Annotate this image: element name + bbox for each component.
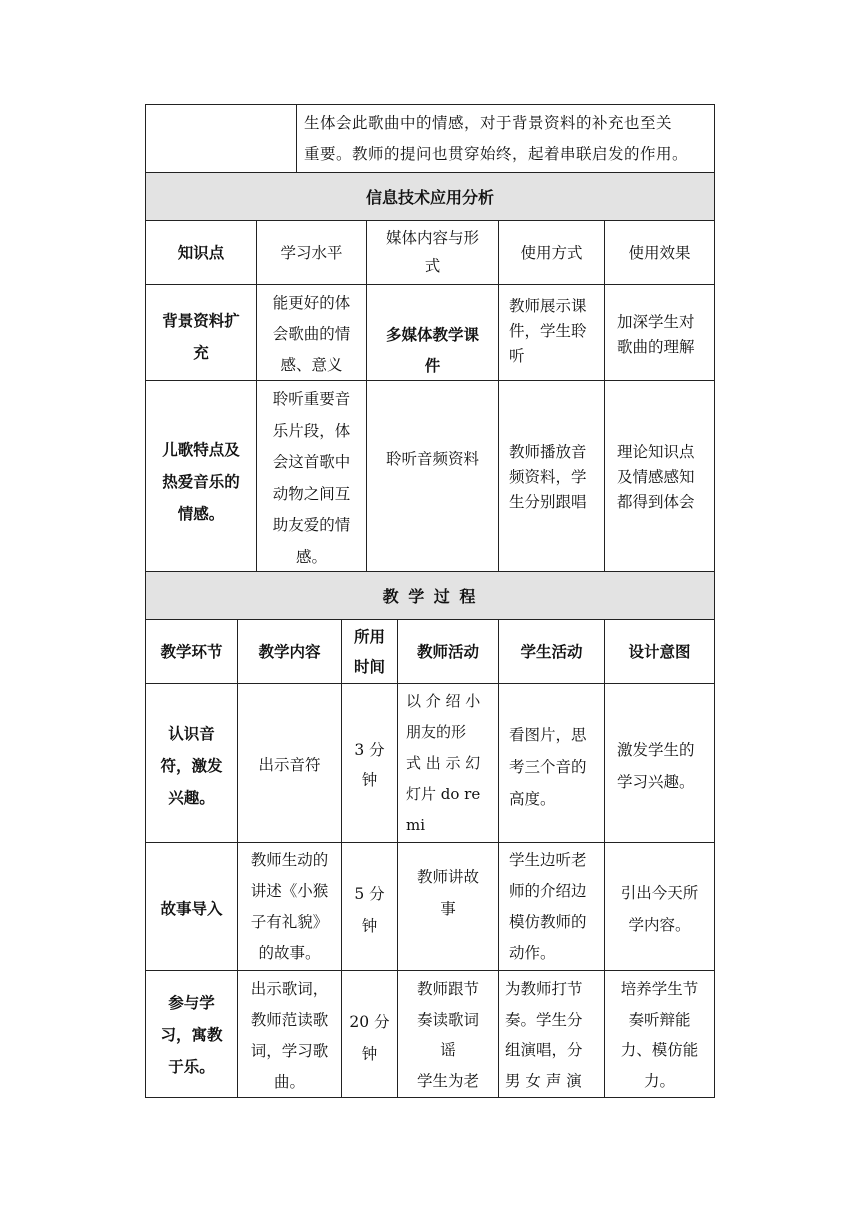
rule xyxy=(145,571,715,572)
process-header-student: 学生活动 xyxy=(520,643,583,661)
info-row1-usage: 教师展示课 件，学生聆 听 xyxy=(509,297,587,365)
info-tech-title: 信息技术应用分析 xyxy=(365,188,494,207)
process-header-content: 教学内容 xyxy=(258,643,321,661)
process-title: 教 学 过 程 xyxy=(382,587,478,606)
process-row2-teacher: 教师讲故 事 xyxy=(416,868,479,918)
process-row3-student: 为教师打节 奏。学生分 组演唱，分 男 女 声 演 xyxy=(505,980,583,1090)
rule xyxy=(296,104,297,172)
process-row2-content: 教师生动的 讲述《小猴 子有礼貌》 的故事。 xyxy=(250,851,329,962)
process-row3-time: 20 分 钟 xyxy=(349,1013,390,1063)
process-row1-intent: 激发学生的 学习兴趣。 xyxy=(617,741,695,791)
top-row-text: 生体会此歌曲中的情感，对于背景资料的补充也至关 重要。教师的提问也贯穿始终，起着串联启发的作用。 xyxy=(304,114,689,163)
rule xyxy=(145,842,715,843)
info-row1-level: 能更好的体 会歌曲的情 感、意义 xyxy=(272,294,351,374)
info-row1-knowledge: 背景资料扩 充 xyxy=(162,312,240,362)
rule xyxy=(714,104,715,1098)
process-row2-intent: 引出今天所 学内容。 xyxy=(620,884,699,934)
rule xyxy=(498,619,499,1097)
rule xyxy=(145,104,715,105)
process-row3-content: 出示歌词， 教师范读歌 词，学习歌 曲。 xyxy=(250,980,329,1091)
process-header-teacher: 教师活动 xyxy=(416,643,479,661)
rule xyxy=(145,284,715,285)
rule xyxy=(145,619,715,620)
rule xyxy=(145,1097,715,1098)
info-header-effect: 使用效果 xyxy=(628,244,691,262)
process-row3-teacher: 教师跟节 奏读歌词 谣 学生为老 xyxy=(416,980,479,1090)
process-row1-student: 看图片，思 考三个音的 高度。 xyxy=(509,726,587,808)
rule xyxy=(604,220,605,571)
process-header-intent: 设计意图 xyxy=(628,643,691,661)
process-row2-time: 5 分 钟 xyxy=(354,885,385,935)
process-row1-teacher: 以 介 绍 小 朋友的形 式 出 示 幻 灯片 do re mi xyxy=(406,692,481,834)
process-row2-stage: 故事导入 xyxy=(160,900,223,918)
info-row2-level: 聆听重要音 乐片段，体 会这首歌中 动物之间互 助友爱的情 感。 xyxy=(272,390,351,566)
info-row2-knowledge: 儿歌特点及 热爱音乐的 情感。 xyxy=(162,441,240,523)
info-header-usage: 使用方式 xyxy=(520,244,583,262)
rule xyxy=(145,220,715,221)
rule xyxy=(145,683,715,684)
process-row3-stage: 参与学 习，寓教 于乐。 xyxy=(160,994,223,1076)
process-row2-student: 学生边听老 师的介绍边 模仿教师的 动作。 xyxy=(509,851,587,962)
info-row2-usage: 教师播放音 频资料，学 生分别跟唱 xyxy=(509,443,587,511)
info-row2-effect: 理论知识点 及情感感知 都得到体会 xyxy=(617,443,695,511)
process-row1-time: 3 分 钟 xyxy=(354,741,385,789)
process-row1-stage: 认识音 符，激发 兴趣。 xyxy=(160,725,223,807)
info-header-level: 学习水平 xyxy=(280,244,343,262)
info-header-knowledge: 知识点 xyxy=(177,244,225,262)
info-header-media: 媒体内容与形 式 xyxy=(385,229,479,275)
info-row2-media: 聆听音频资料 xyxy=(385,450,479,468)
info-row1-media: 多媒体教学课 件 xyxy=(385,326,479,375)
rule xyxy=(145,970,715,971)
rule xyxy=(498,220,499,571)
info-row1-effect: 加深学生对 歌曲的理解 xyxy=(617,313,695,356)
process-row1-content: 出示音符 xyxy=(258,756,321,774)
process-row3-intent: 培养学生节 奏听辩能 力、模仿能 力。 xyxy=(620,980,699,1090)
process-header-stage: 教学环节 xyxy=(160,643,223,661)
process-header-time: 所用 时间 xyxy=(353,628,385,676)
rule xyxy=(145,172,715,173)
